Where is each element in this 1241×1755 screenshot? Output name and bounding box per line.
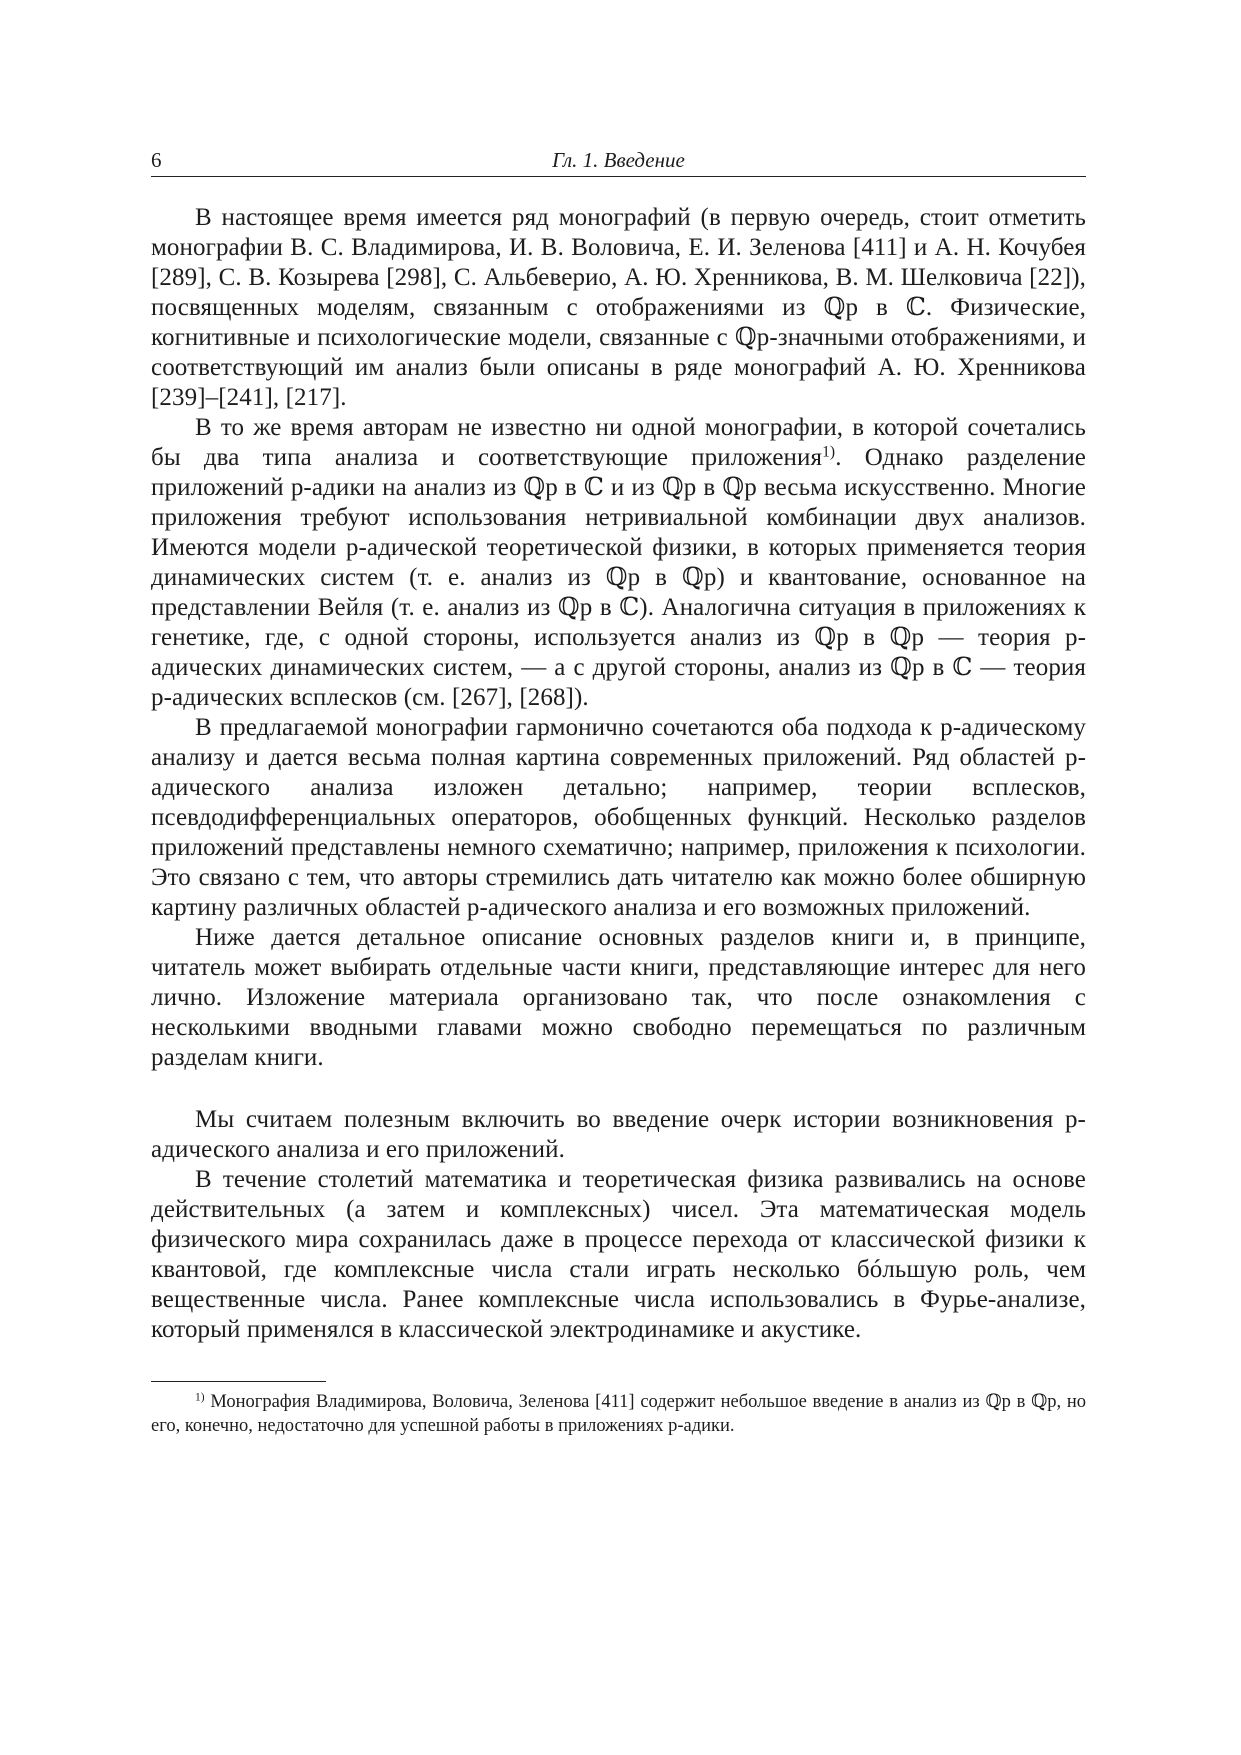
paragraph-2 <box>151 413 1086 713</box>
footnote <box>151 1390 1086 1438</box>
paragraph-2-text-a: В то же время авторам не известно ни одной монографии, в которой сочетались бы два типа анализа и соответствующие приложения <box>151 414 1086 471</box>
footnote-marker: 1) <box>195 1391 205 1404</box>
page-number: 6 <box>151 148 162 172</box>
paragraph-4: Ниже дается детальное описание основных разделов книги и, в принципе, читатель может выбирать отдельные части книги, представляющие интерес для него лично. Изложение материала организовано так, что после ознакомления с несколькими вводными главами можно свободно перемещаться по различным разделам книги. <box>151 924 1086 1071</box>
paragraph-3: В предлагаемой монографии гармонично сочетаются оба подхода к p-адическому анализу и дается весьма полная картина современных приложений. Ряд областей p-адического анализа изложен детально; например, теории всплесков, псевдодифференциальных операторов, обобщенных функций. Несколько разделов приложений представлены немного схематично; например, приложения к психологии. Это связано с тем, что авторы стремились дать читателю как можно более обширную картину различных областей p-адического анализа и его возможных приложений. <box>151 714 1086 921</box>
paragraph-1: В настоящее время имеется ряд монографий (в первую очередь, стоит отметить монографии В. С. Владимирова, И. В. Воловича, Е. И. Зеленова [411] и А. Н. Кочубея [289], С. В. Козырева [298], С. Альбеверио, А. Ю. Хренникова, В. М. Шелковича [22]), посвященных моделям, связанным с отображениями из ℚp в ℂ. Физические, когнитивные и психологические модели, связанные с ℚp-значными отображениями, и соответствующий им анализ были описаны в ряде монографий А. Ю. Хренникова [239]–[241], [217]. <box>151 204 1086 411</box>
running-header <box>151 146 1086 177</box>
running-title: Гл. 1. Введение <box>552 148 685 172</box>
main-text <box>151 203 1086 1345</box>
footnote-reference: 1) <box>822 443 836 461</box>
footnote-text: Монография Владимирова, Воловича, Зеленова [411] содержит небольшое введение в анализ из ℚp в ℚp, но его, конечно, недостаточно для успешной работы в приложениях p-адики. <box>151 1392 1087 1436</box>
paragraph-5: Мы считаем полезным включить во введение очерк истории возникновения p-адического анализа и его приложений. <box>151 1106 1086 1163</box>
book-page <box>151 146 1086 1438</box>
paragraph-2-text-b: . Однако разделение приложений p-адики на анализ из ℚp в ℂ и из ℚp в ℚp весьма искусственно. Многие приложения требуют использования нетривиальной комбинации двух анализов. Имеются модели p-адической теоретической физики, в которых применяется теория динамических систем (т. е. анализ из ℚp в ℚp) и квантование, основанное на представлении Вейля (т. е. анализ из ℚp в ℂ). Аналогична ситуация в приложениях к генетике, где, с одной стороны, используется анализ из ℚp в ℚp — теория p-адических динамических систем, — а с другой стороны, анализ из ℚp в ℂ — теория p-адических всплесков (см. [267], [268]). <box>151 444 1086 711</box>
paragraph-6: В течение столетий математика и теоретическая физика развивались на основе действительных (а затем и комплексных) чисел. Эта математическая модель физического мира сохранилась даже в процессе перехода от классической физики к квантовой, где комплексные числа стали играть несколько бóльшую роль, чем вещественные числа. Ранее комплексные числа использовались в Фурье-анализе, который применялся в классической электродинамике и акустике. <box>151 1166 1086 1343</box>
footnote-rule <box>151 1381 326 1382</box>
